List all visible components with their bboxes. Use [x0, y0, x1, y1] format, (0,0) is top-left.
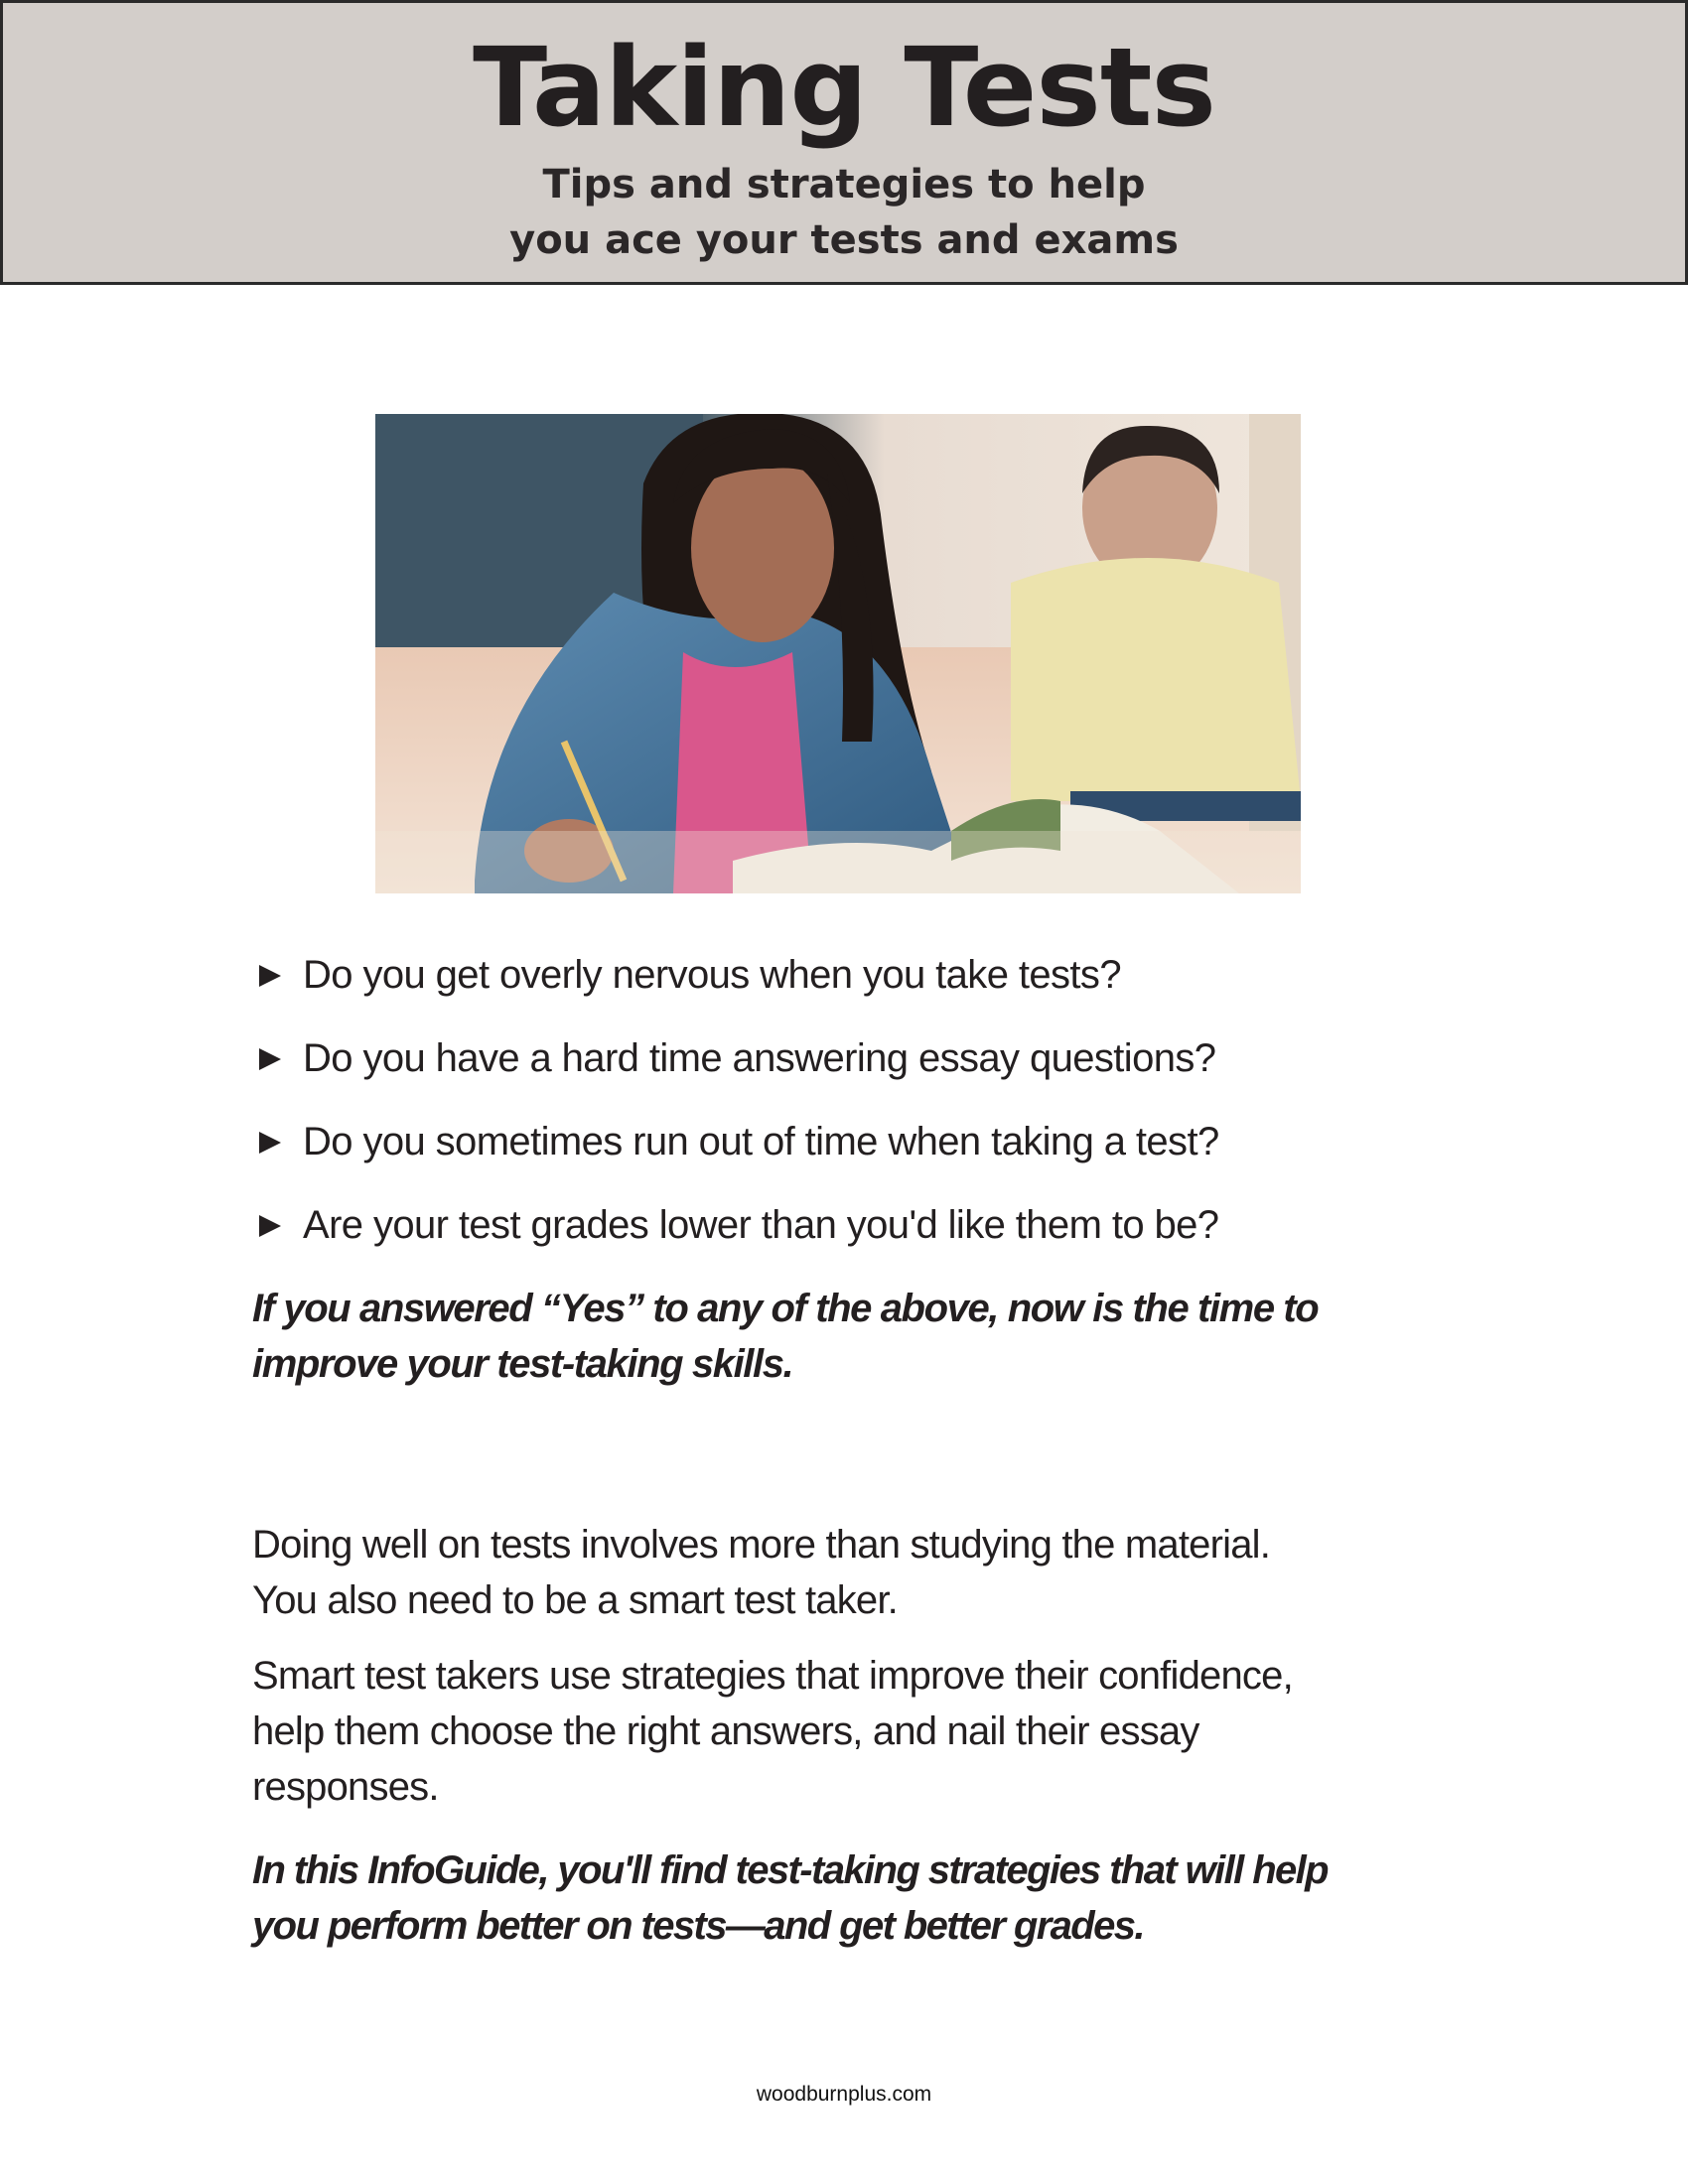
question-list	[255, 948, 1447, 1282]
triangle-right-icon	[259, 965, 281, 987]
paragraph-line: Doing well on tests involves more than studying the material.	[252, 1523, 1271, 1567]
list-item	[255, 1031, 1447, 1115]
triangle-right-icon	[259, 1132, 281, 1154]
paragraph-line: responses.	[252, 1765, 439, 1809]
question-text: Do you sometimes run out of time when taking a test?	[303, 1120, 1219, 1163]
triangle-right-icon	[259, 1215, 281, 1237]
callout-line-1: If you answered “Yes” to any of the above, now is the time to	[252, 1287, 1319, 1330]
page-title: Taking Tests	[473, 24, 1215, 151]
triangle-right-icon	[259, 1048, 281, 1070]
page-header	[0, 0, 1688, 285]
callout-line-2: improve your test-taking skills.	[252, 1342, 793, 1386]
subtitle-line-1: Tips and strategies to help	[542, 162, 1146, 207]
closing-statement	[252, 1843, 1543, 1954]
paragraph-line: help them choose the right answers, and nail their essay	[252, 1709, 1199, 1753]
closing-line-2: you perform better on tests—and get better grades.	[252, 1904, 1144, 1948]
subtitle-line-2: you ace your tests and exams	[509, 217, 1179, 263]
page-subtitle	[3, 157, 1685, 268]
paragraph-line: Smart test takers use strategies that improve their confidence,	[252, 1654, 1293, 1698]
question-text: Do you have a hard time answering essay questions?	[303, 1036, 1216, 1080]
footer-website: woodburnplus.com	[756, 2083, 932, 2106]
closing-line-1: In this InfoGuide, you'll find test-taking strategies that will help	[252, 1848, 1329, 1892]
list-item	[255, 1198, 1447, 1282]
paragraph-line: You also need to be a smart test taker.	[252, 1578, 898, 1622]
question-text: Are your test grades lower than you'd like them to be?	[303, 1203, 1219, 1247]
strategy-paragraph	[252, 1648, 1493, 1815]
question-text: Do you get overly nervous when you take tests?	[303, 953, 1121, 997]
hero-photo	[375, 414, 1301, 893]
photo-illustration	[375, 414, 1301, 893]
list-item	[255, 1115, 1447, 1198]
callout-text	[252, 1281, 1493, 1392]
intro-paragraph	[252, 1517, 1493, 1628]
list-item	[255, 948, 1447, 1031]
